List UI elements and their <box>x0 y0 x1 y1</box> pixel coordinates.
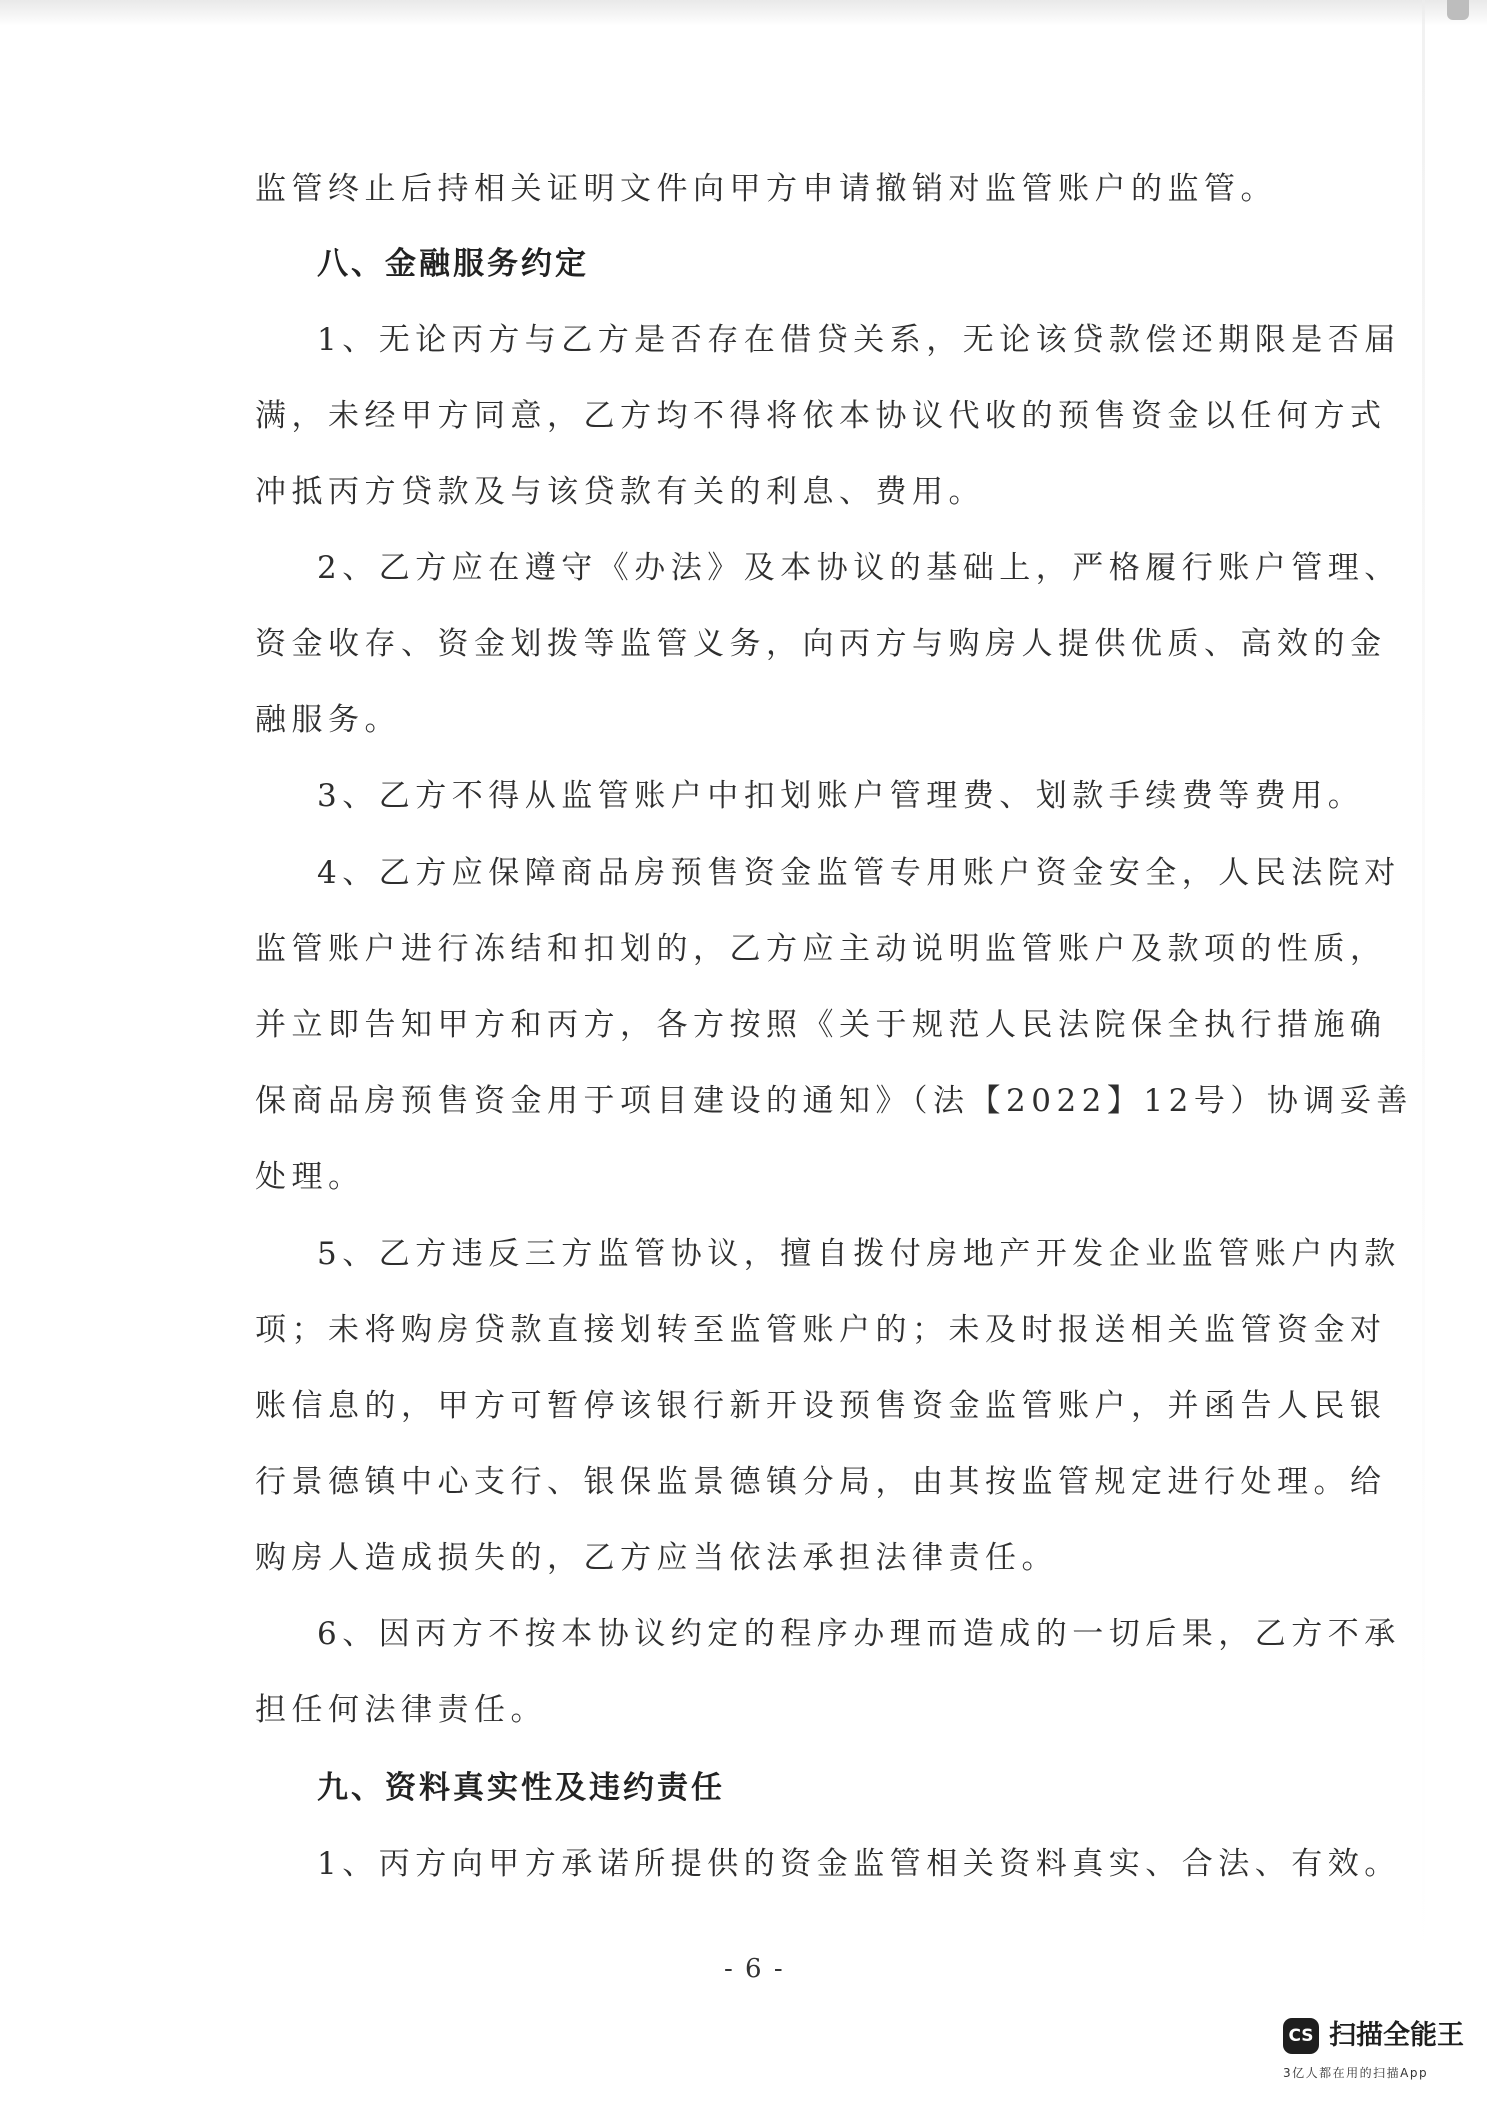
paragraph-line: 监管账户进行冻结和扣划的，乙方应主动说明监管账户及款项的性质， <box>255 931 1387 967</box>
paragraph-line: 账信息的，甲方可暂停该银行新开设预售资金监管账户，并函告人民银 <box>255 1388 1387 1424</box>
paragraph-line: 并立即告知甲方和丙方，各方按照《关于规范人民法院保全执行措施确 <box>255 1007 1387 1043</box>
section-heading-9: 九、资料真实性及违约责任 <box>317 1770 725 1806</box>
scanner-watermark <box>1283 2018 1473 2098</box>
paragraph-line: 冲抵丙方贷款及与该贷款有关的利息、费用。 <box>255 474 985 510</box>
paragraph-line: 1、无论丙方与乙方是否存在借贷关系，无论该贷款偿还期限是否届 <box>317 322 1401 358</box>
watermark-app-name: 扫描全能王 <box>1329 2020 1464 2051</box>
camscanner-logo-icon: CS <box>1283 2018 1319 2054</box>
paragraph-line: 处理。 <box>255 1159 365 1195</box>
paragraph-line: 资金收存、资金划拨等监管义务，向丙方与购房人提供优质、高效的金 <box>255 626 1387 662</box>
watermark-tagline: 3亿人都在用的扫描App <box>1283 2066 1429 2080</box>
paragraph-line: 4、乙方应保障商品房预售资金监管专用账户资金安全，人民法院对 <box>317 855 1401 891</box>
paragraph-line: 6、因丙方不按本协议约定的程序办理而造成的一切后果，乙方不承 <box>317 1616 1401 1652</box>
paragraph-line: 融服务。 <box>255 702 401 738</box>
paragraph-line: 行景德镇中心支行、银保监景德镇分局，由其按监管规定进行处理。给 <box>255 1464 1387 1500</box>
paragraph-line: 保商品房预售资金用于项目建设的通知》（法【2022】12号）协调妥善 <box>255 1083 1413 1119</box>
paragraph-line: 1、丙方向甲方承诺所提供的资金监管相关资料真实、合法、有效。 <box>317 1846 1401 1882</box>
paragraph-line: 监管终止后持相关证明文件向甲方申请撤销对监管账户的监管。 <box>255 171 1277 207</box>
paragraph-line: 购房人造成损失的，乙方应当依法承担法律责任。 <box>255 1540 1058 1576</box>
paragraph-line: 3、乙方不得从监管账户中扣划账户管理费、划款手续费等费用。 <box>317 778 1365 814</box>
paragraph-line: 项；未将购房贷款直接划转至监管账户的；未及时报送相关监管资金对 <box>255 1312 1387 1348</box>
page-number: - 6 - <box>724 1954 785 1984</box>
paragraph-line: 2、乙方应在遵守《办法》及本协议的基础上，严格履行账户管理、 <box>317 550 1401 586</box>
paragraph-line: 满，未经甲方同意，乙方均不得将依本协议代收的预售资金以任何方式 <box>255 398 1387 434</box>
section-heading-8: 八、金融服务约定 <box>317 246 589 282</box>
paragraph-line: 担任何法律责任。 <box>255 1692 547 1728</box>
paragraph-line: 5、乙方违反三方监管协议，擅自拨付房地产开发企业监管账户内款 <box>317 1236 1401 1272</box>
